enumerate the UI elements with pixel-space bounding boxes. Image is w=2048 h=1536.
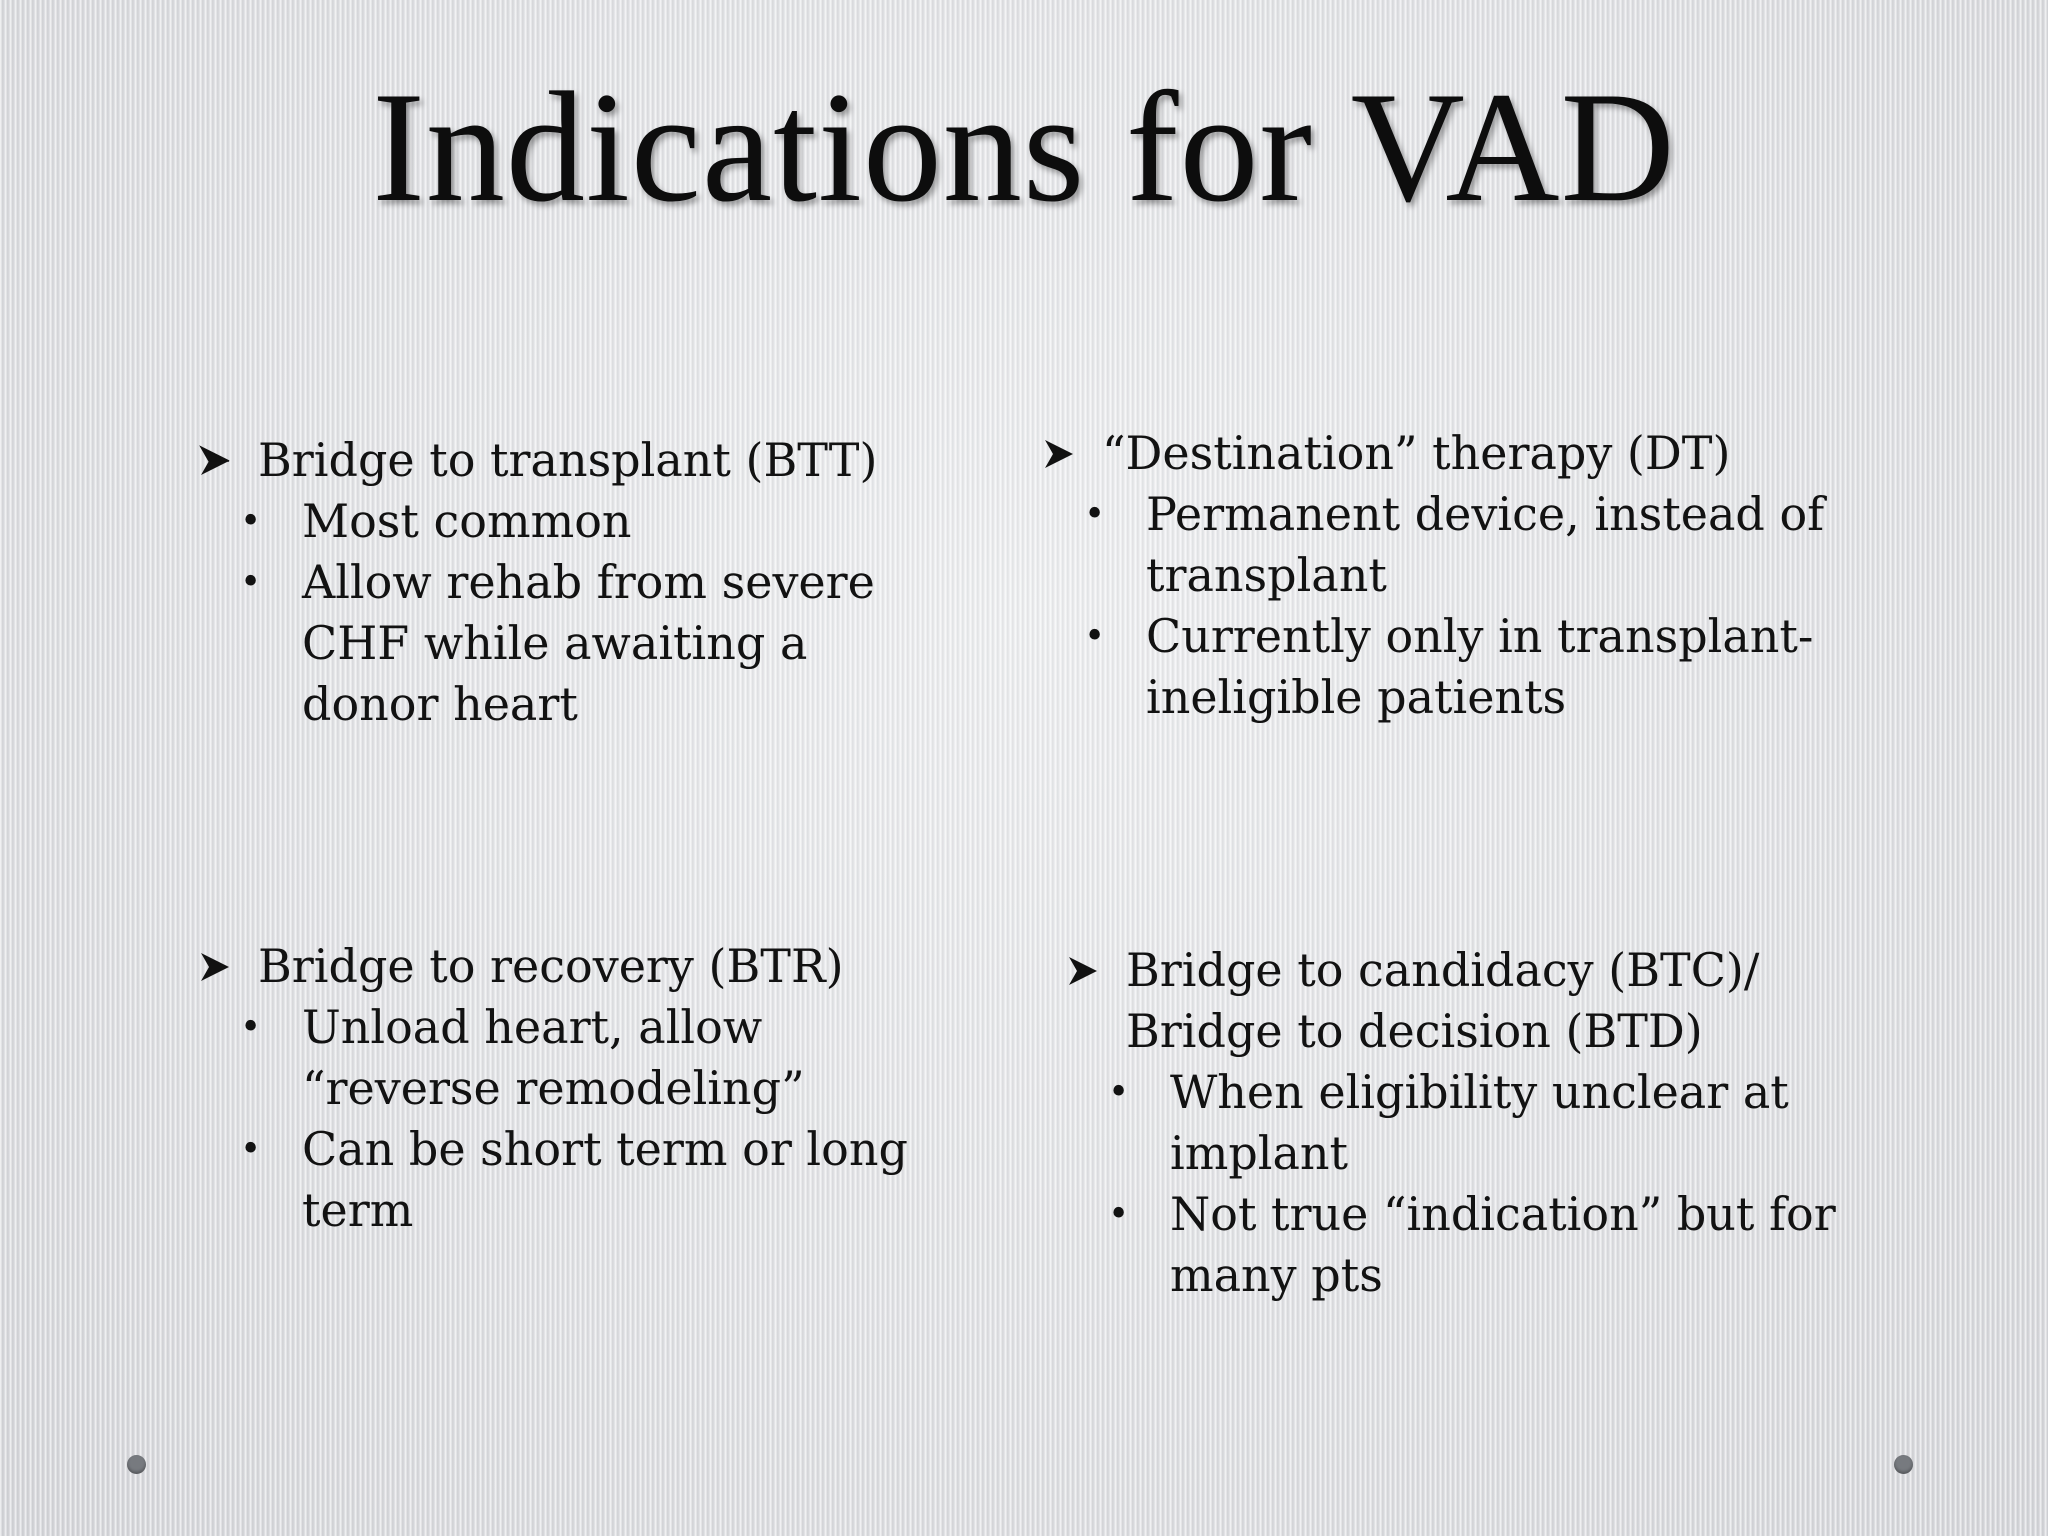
list-item: • When eligibility unclear at implant <box>1170 1062 1886 1184</box>
indication-block-dt <box>1042 423 1862 728</box>
arrowhead-bullet-icon <box>1066 954 1100 988</box>
bullet-marker: • <box>1084 616 1106 657</box>
indication-heading <box>198 936 958 997</box>
list-item: • Most common <box>302 491 958 552</box>
detail-list <box>1042 484 1862 728</box>
indication-heading-text: Bridge to candidacy (BTC)/ Bridge to decision (BTD) <box>1126 943 1760 1058</box>
indication-block-btt <box>198 430 958 735</box>
detail-list <box>198 491 958 735</box>
corner-dot-left <box>127 1455 146 1474</box>
bullet-marker: • <box>1108 1072 1130 1113</box>
arrowhead-bullet-icon <box>198 950 232 984</box>
bullet-marker: • <box>1108 1194 1130 1235</box>
list-item: • Unload heart, allow “reverse remodeling” <box>302 997 958 1119</box>
indication-heading <box>1042 423 1862 484</box>
indication-heading <box>198 430 958 491</box>
arrowhead-bullet-icon <box>1042 437 1076 471</box>
indication-heading-text: Bridge to recovery (BTR) <box>258 939 844 993</box>
list-item: • Allow rehab from severe CHF while awaiting a donor heart <box>302 552 958 735</box>
slide-title: Indications for VAD <box>372 60 1676 235</box>
bullet-marker: • <box>240 1007 262 1048</box>
indication-block-btc-btd <box>1066 940 1886 1306</box>
indication-block-btr <box>198 936 958 1241</box>
bullet-marker: • <box>240 562 262 603</box>
indication-heading-text: Bridge to transplant (BTT) <box>258 433 878 487</box>
list-item: • Can be short term or long term <box>302 1119 958 1241</box>
detail-list <box>198 997 958 1241</box>
indication-heading <box>1066 940 1886 1062</box>
bullet-marker: • <box>240 1129 262 1170</box>
indication-heading-text: “Destination” therapy (DT) <box>1102 426 1731 480</box>
list-item: • Currently only in transplant-ineligible patients <box>1146 606 1862 728</box>
detail-list <box>1066 1062 1886 1306</box>
corner-dot-right <box>1894 1455 1913 1474</box>
bullet-marker: • <box>240 501 262 542</box>
list-item: • Permanent device, instead of transplant <box>1146 484 1862 606</box>
bullet-marker: • <box>1084 494 1106 535</box>
arrowhead-bullet-icon <box>198 444 232 478</box>
list-item: • Not true “indication” but for many pts <box>1170 1184 1886 1306</box>
